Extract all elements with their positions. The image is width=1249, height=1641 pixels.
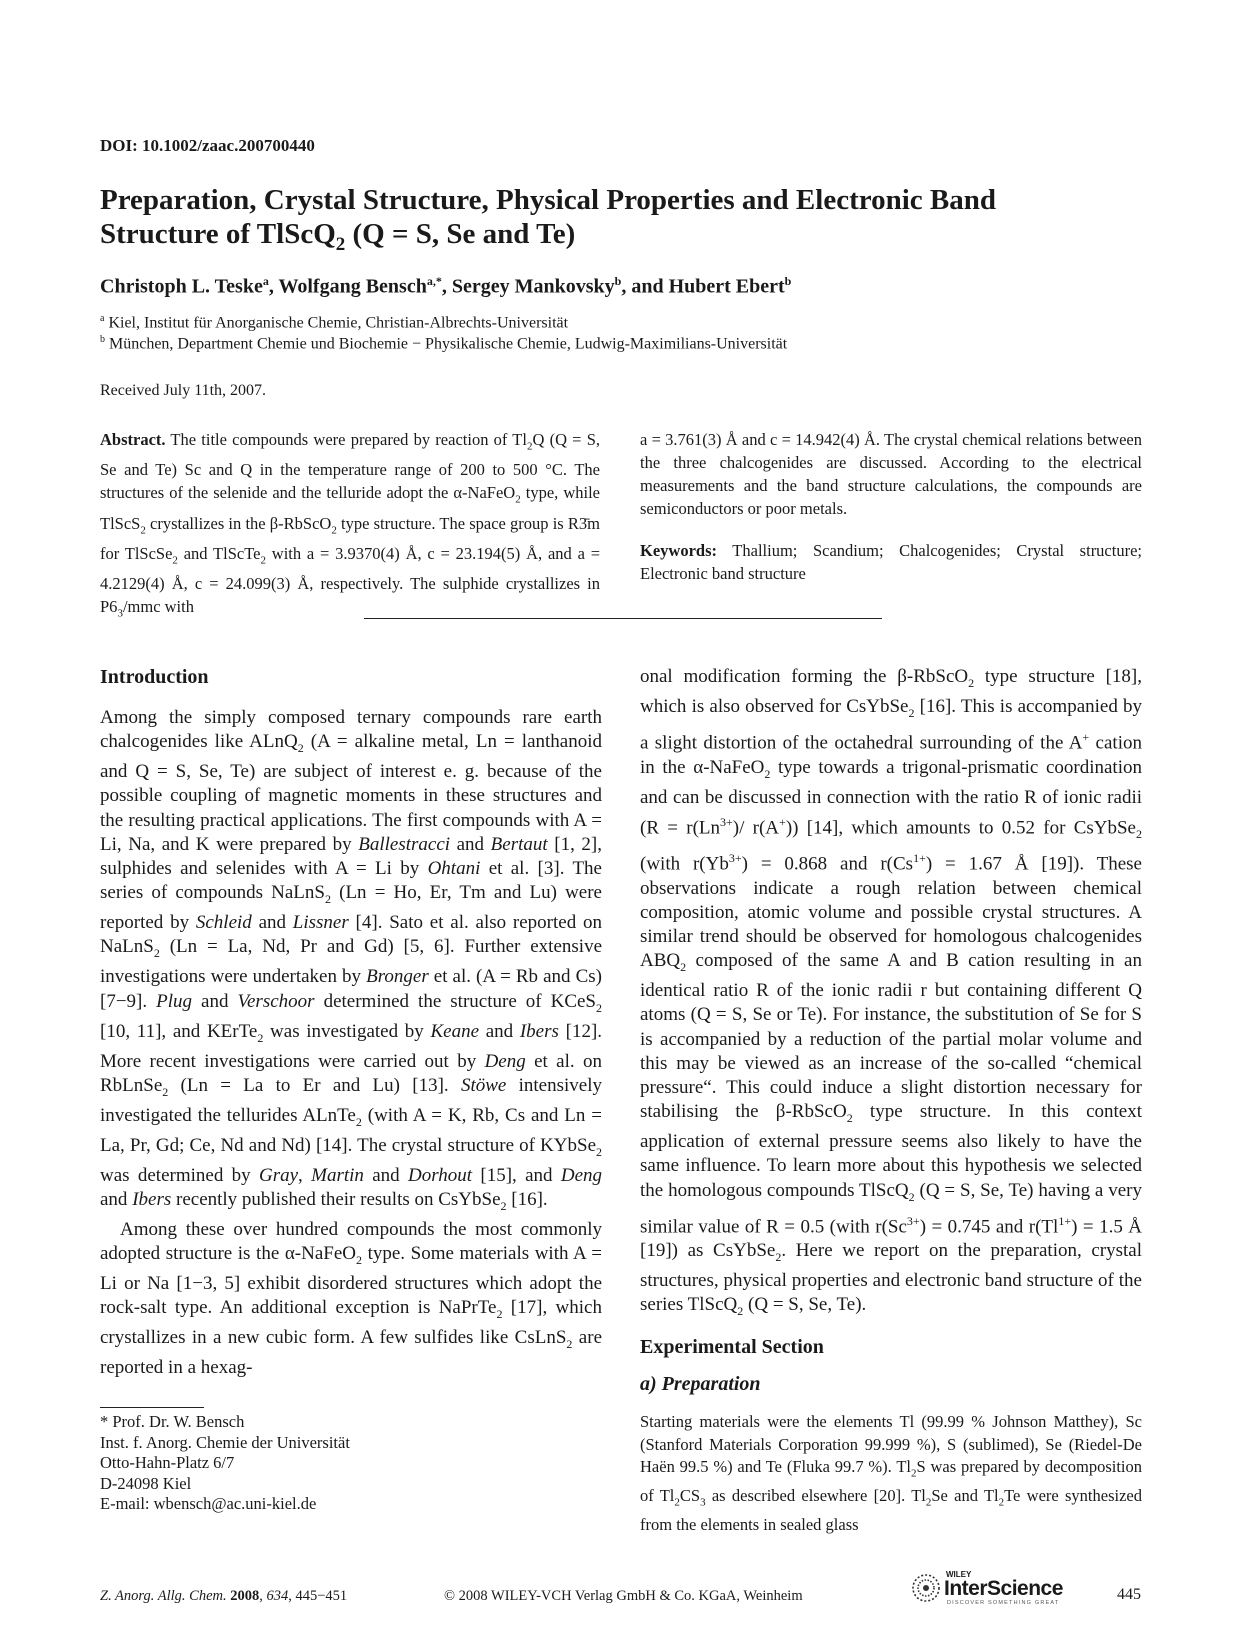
authors: Christoph L. Teske$^a$, Wolfgang Bensch$^{a,*}$, Sergey Mankovsky$^b$, and Hubert Ebert$^b$ [100,274,792,298]
title-line-2: Structure of TlScQ$_2$ (Q = S, Se and Te) [100,218,576,255]
preparation-text: Starting materials were the elements Tl (99.99 % Johnson Matthey), Sc (Stanford Materials Corporation 99.999 %), S (sublimed), Se (Riedel-De Haën 99.5 %) and Te (Fluka 99.7 %). $Tl_2S$ was prepared by decomposition of $Tl_2CS_3$ as described elsewhere [20]. $Tl_2Se$ and $Tl_2Te$ were synthesized from the elements in sealed glass [640,1412,1143,1535]
affiliation-b: $^b$ München, Department Chemie und Biochemie − Physikalische Chemie, Ludwig-Maximilians-Universität [100,334,788,353]
abstract-left: Abstract. The title compounds were prepared by reaction of $Tl_2Q$ (Q = S, Se and Te) Sc and Q in the temperature range of 200 to 500 °C. The structures of the selenide and the telluride adopt the α-NaFeO$_2$ type, while TlScS$_2$ crystallizes in the β-RbScO$_2$ type structure. The space group is R3̄m for TlScSe$_2$ and TlScTe$_2$ with a = 3.9370(4) Å, c = 23.194(5) Å, and a = 4.2129(4) Å, c = 24.099(3) Å, respectively. The sulphide crystallizes in $P6_3$/mmc with [100,430,601,620]
journal-citation: Z. Anorg. Allg. Chem. 2008, 634, 445−451 [100,1588,348,1604]
paper-title [100,183,1100,262]
intro-right-column: onal modification forming the β-RbScO$_2$ type structure [18], which is also observed for CsYbSe$_2$ [16]. This is accompanied by a slight distortion of the octahedral surrounding of the A+ cation in the α-NaFeO$_2$ type towards a trigonal-prismatic coordination and can be discussed in connection with the ratio R of ionic radii ($R = r(Ln^{3+})/$ r(A+)) [14], which amounts to 0.52 for CsYbSe$_2$ (with $r(Yb^{3+}) = 0.868$ and $r(Cs^{1+}) = 1.67$ Å [19]). These observations indicate a rough relation between chemical composition, atomic volume and possible crystal structures. A similar trend should be observed for homologous chalcogenides $ABQ_2$ composed of the same A and B cation resulting in an identical ratio R of the ionic radii r but containing different Q atoms (Q = S, Se or Te). For instance, the substitution of Se for S is accompanied by a reduction of the partial molar volume and this may be viewed as an increase of the so-called “chemical pressure“. This could induce a slight distortion necessary for stabilising the β-RbScO$_2$ type structure. In this context application of external pressure seems also likely to have the same influence. To learn more about this hypothesis we selected the homologous compounds TlScQ$_2$ (Q = S, Se, Te) having a very similar value of R = 0.5 (with $r(Sc^{3+}) = 0.745$ and $r(Tl^{1+}) = 1.5$ Å [19]) as CsYbSe$_2$. Here we report on the preparation, crystal structures, physical properties and electronic band structure of the series TlScQ$_2$ (Q = S, Se, Te). [640,666,1143,1319]
logo-tagline: DISCOVER SOMETHING GREAT [947,1600,1060,1606]
heading-introduction: Introduction [100,666,209,688]
keywords: Keywords: Thallium; Scandium; Chalcogenides; Crystal structure; Electronic band structure [640,541,1142,583]
logo-wiley-text: WILEY [946,1570,972,1579]
affiliation-a: $^a$ Kiel, Institut für Anorganische Chemie, Christian-Albrechts-Universität [100,313,569,332]
page-number: 445 [1117,1586,1141,1603]
logo-interscience-text: InterScience [944,1577,1063,1600]
globe-icon [910,1572,942,1604]
heading-preparation: a) Preparation [640,1373,761,1395]
received-date: Received July 11th, 2007. [100,382,267,399]
intro-left-column: Among the simply composed ternary compounds rare earth chalcogenides like ALnQ$_2$ (A = alkaline metal, Ln = lanthanoid and Q = S, Se, Te) are subject of interest e. g. because of the possible coupling of magnetic moments in these structures and the resulting practical applications. The first compounds with A = Li, Na, and K were prepared by Ballestracci and Bertaut [1, 2], sulphides and selenides with A = Li by Ohtani et al. [3]. The series of compounds NaLnS$_2$ (Ln = Ho, Er, Tm and Lu) were reported by Schleid and Lissner [4]. Sato et al. also reported on NaLnS$_2$ (Ln = La, Nd, Pr and Gd) [5, 6]. Further extensive investigations were undertaken by Bronger et al. (A = Rb and Cs) [7−9]. Plug and Verschoor determined the structure of KCeS$_2$ [10, 11], and KErTe$_2$ was investigated by Keane and Ibers [12]. More recent investigations were carried out by Deng et al. on RbLnSe$_2$ (Ln = La to Er and Lu) [13]. Stöwe intensively investigated the tellurides ALnTe$_2$ (with A = K, Rb, Cs and Ln = La, Pr, Gd; Ce, Nd and Nd) [14]. The crystal structure of KYbSe$_2$ was determined by Gray, Martin and Dorhout [15], and Deng and Ibers recently published their results on CsYbSe$_2$ [16]. Among these over hundred compounds the most commonly adopted structure is the α-NaFeO$_2$ type. Some materials with A = Li or Na [1−3, 5] exhibit disordered structures which adopt the rock-salt type. An additional exception is NaPrTe$_2$ [17], which crystallizes in a new cubic form. A few sulfides like CsLnS$_2$ are reported in a hexag- [100,707,603,1379]
doi: DOI: 10.1002/zaac.200700440 [100,136,315,155]
corresponding-author-footnote: * Prof. Dr. W. Bensch Inst. f. Anorg. Chemie der Universität Otto-Hahn-Platz 6/7 D-24098 Kiel E-mail: wbensch@ac.uni-kiel.de [100,1412,350,1514]
heading-experimental: Experimental Section [640,1336,824,1358]
section-divider [364,618,882,619]
title-line-1: Preparation, Crystal Structure, Physical Properties and Electronic Band [100,184,996,216]
copyright: © 2008 WILEY-VCH Verlag GmbH & Co. KGaA, Weinheim [444,1588,803,1604]
footnote-rule [100,1407,204,1408]
wiley-interscience-logo [910,1568,1080,1608]
abstract-right: a = 3.761(3) Å and c = 14.942(4) Å. The crystal chemical relations between the three chalcogenides are discussed. According to the electrical measurements and the band structure calculations, the compounds are semiconductors or poor metals. [640,430,1142,518]
